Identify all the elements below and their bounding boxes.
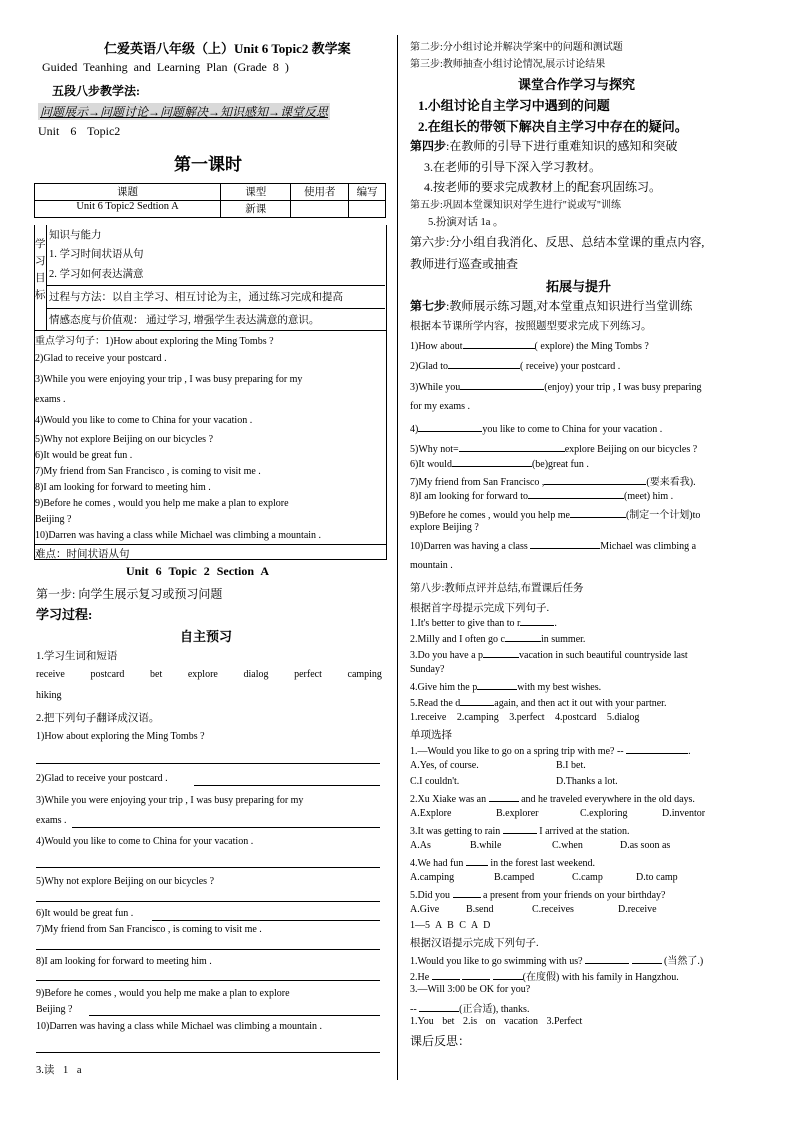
answer-line[interactable]: [36, 763, 380, 764]
key-sentence: exams .: [35, 394, 66, 405]
answer-blank[interactable]: [632, 954, 662, 964]
row-line: [46, 285, 385, 286]
exercise-item: [410, 539, 696, 552]
expand-title: 拓展与提升: [546, 279, 612, 294]
exercise-text: 5.Read the d: [410, 698, 461, 709]
exercise-text: 3.Do you have a p: [410, 650, 484, 661]
answer-line[interactable]: [89, 1015, 380, 1016]
cn-item: 3.—Will 3:00 be OK for you?: [410, 984, 531, 995]
step-4-item-3: 3.在老师的引导下深入学习教材。: [424, 160, 602, 174]
process-title: 学习过程:: [36, 607, 93, 622]
mc-option[interactable]: C.camp: [572, 872, 603, 883]
answer-blank[interactable]: [483, 648, 519, 658]
answer-blank[interactable]: [418, 422, 482, 432]
document-title: 仁爱英语八年级（上）Unit 6 Topic2 教学案: [104, 41, 351, 56]
coop-title: 课堂合作学习与探究: [518, 77, 636, 92]
mc-option[interactable]: B.I bet.: [556, 760, 586, 771]
reflection: 课后反思：: [410, 1034, 471, 1048]
cn-item: [410, 952, 703, 967]
mc-option[interactable]: B.explorer: [496, 808, 539, 819]
exercise-text: ( receive) your postcard .: [520, 361, 621, 372]
cell-topic: Unit 6 Topic2 Sedtion A: [35, 201, 221, 218]
knowledge-title: 知识与能力: [49, 230, 102, 241]
initials-item: [410, 632, 585, 645]
initials-item: [410, 648, 688, 661]
header-type: 课型: [221, 184, 291, 201]
step-4-text: :在教师的引导下进行重难知识的感知和突破: [446, 139, 678, 153]
answer-line[interactable]: [194, 785, 380, 786]
word: camping: [347, 669, 382, 680]
mc-question-text: in the forest last weekend.: [490, 858, 596, 869]
answer-blank[interactable]: [493, 970, 523, 980]
translate-sentence: 10)Darren was having a class while Michael was climbing a mountain .: [36, 1021, 323, 1032]
mc-question: 1.—Would you like to go on a spring trip with me? -- .: [410, 746, 691, 757]
exercise-item: mountain .: [410, 560, 453, 571]
answer-line[interactable]: [36, 980, 380, 981]
exercise-text: 4): [410, 424, 419, 435]
exercise-item: [410, 422, 662, 435]
mc-question-text: 2.Xu Xiake was an: [410, 794, 487, 805]
mc-option[interactable]: C.I couldn't.: [410, 776, 460, 787]
exercise-text: 2.He: [410, 972, 430, 983]
translate-sentence: 9)Before he comes , would you help me make a plan to explore: [36, 988, 290, 999]
cell-type: 新课: [221, 201, 291, 218]
page-footer: 3.读 1 a: [36, 1065, 82, 1076]
goals-label-char: 目: [35, 273, 46, 284]
exercise-text: (enjoy) your trip , I was busy preparing: [544, 382, 702, 393]
answer-blank[interactable]: [459, 442, 565, 452]
goals-label-divider: [46, 225, 47, 330]
key-sentence: 2)Glad to receive your postcard .: [35, 353, 167, 364]
mc-question-text: and he traveled everywhere in the old days.: [521, 794, 695, 805]
exercise-item: explore Beijing ?: [410, 522, 479, 533]
mc-question-text: 3.It was getting to rain: [410, 826, 501, 837]
word: receive: [36, 669, 65, 680]
header-user: 使用者: [291, 184, 349, 201]
cn-item: [410, 968, 679, 983]
lesson-info-table: [34, 183, 386, 218]
step-1: 第一步: 向学生展示复习或预习问题: [36, 587, 223, 601]
cell-author: [349, 201, 386, 218]
key-sentence: 5)Why not explore Beijing on our bicycles ?: [35, 434, 214, 445]
initials-title: 根据首字母提示完成下列句子.: [410, 603, 550, 614]
task-1: 1.学习生词和短语: [36, 651, 118, 662]
exercise-item: [410, 339, 649, 352]
translate-sentence: 5)Why not explore Beijing on our bicycles ?: [36, 876, 215, 887]
goals-label: [35, 236, 46, 304]
mc-question: [410, 792, 695, 805]
exercise-item: for my exams .: [410, 401, 470, 412]
key-sentence: 7)My friend from San Francisco , is coming to visit me .: [35, 466, 261, 477]
key-sentence: 6)It would be great fun .: [35, 450, 133, 461]
mc-option[interactable]: A.As: [410, 840, 431, 851]
key-sentence: 4)Would you like to come to China for your vacation .: [35, 415, 253, 426]
answer-line[interactable]: [152, 920, 380, 921]
exercise-text: (正合适), thanks.: [459, 1004, 530, 1015]
mc-question-text: 5.Did you: [410, 890, 450, 901]
answer-blank[interactable]: [585, 954, 629, 964]
row-line: [34, 544, 386, 545]
mc-option[interactable]: B.send: [466, 904, 494, 915]
initials-item: Sunday?: [410, 664, 445, 675]
answer-blank[interactable]: [505, 632, 541, 642]
answer-line[interactable]: [36, 1052, 380, 1053]
exercise-text: vacation in such beautiful countryside last: [519, 650, 688, 661]
word: perfect: [294, 669, 322, 680]
exercise-text: 1.It's better to give than to r: [410, 618, 521, 629]
mc-option[interactable]: A.camping: [410, 872, 455, 883]
answer-blank[interactable]: [452, 457, 532, 467]
step-4-item-4: 4.按老师的要求完成教材上的配套巩固练习。: [424, 180, 662, 194]
word: bet: [150, 669, 163, 680]
translate-sentence: 7)My friend from San Francisco , is coming to visit me .: [36, 924, 262, 935]
answer-blank[interactable]: [466, 856, 488, 866]
answer-blank[interactable]: [419, 1002, 459, 1012]
answer-blank[interactable]: [448, 359, 520, 369]
exercise-text: .: [554, 618, 557, 629]
mc-question: [410, 856, 595, 869]
mc-title: 单项选择: [410, 730, 452, 741]
key-sentence: 3)While you were enjoying your trip , I was busy preparing for my: [35, 374, 303, 385]
answer-blank[interactable]: [453, 888, 481, 898]
unit-topic: Unit 6 Topic2: [38, 124, 121, 138]
exercise-text: 2.Milly and I often go c: [410, 634, 505, 645]
answer-line[interactable]: [36, 949, 380, 950]
exercise-text: 4.Give him the p: [410, 682, 478, 693]
translate-sentence: 6)It would be great fun .: [36, 908, 134, 919]
answer-blank[interactable]: [460, 696, 494, 706]
table-row: [35, 201, 386, 218]
mc-option[interactable]: C.exploring: [580, 808, 628, 819]
self-study-title: 自主预习: [180, 629, 233, 644]
mc-question-text: a present from your friends on your birthday?: [483, 890, 666, 901]
exercise-text: you like to come to China for your vacation .: [482, 424, 663, 435]
initials-item: [410, 616, 557, 629]
answer-blank[interactable]: [520, 616, 554, 626]
exercise-text: explore Beijing on our bicycles ?: [564, 444, 698, 455]
mc-option[interactable]: C.when: [552, 840, 583, 851]
translate-sentence: 2)Glad to receive your postcard .: [36, 773, 168, 784]
exercise-text: 1.Would you like to go swimming with us?: [410, 956, 583, 967]
answer-blank[interactable]: [626, 744, 688, 754]
exercise-text: 10)Darren was having a class: [410, 541, 528, 552]
exercise-text: with my best wishes.: [517, 682, 602, 693]
answer-blank[interactable]: [477, 680, 517, 690]
answer-blank[interactable]: [503, 824, 537, 834]
answer-blank[interactable]: [544, 475, 646, 485]
five-steps-title: 五段八步教学法:: [52, 84, 140, 98]
coop-item-1: 1.小组讨论自主学习中遇到的问题: [418, 98, 610, 113]
answer-blank[interactable]: [463, 339, 535, 349]
row-line: [34, 330, 386, 331]
exercise-text: Michael was climbing a: [600, 541, 697, 552]
row-line: [46, 308, 385, 309]
mc-option[interactable]: A.Yes, of course.: [410, 760, 479, 771]
exercise-text: ( explore) the Ming Tombs ?: [534, 341, 649, 352]
exercise-text: (be)great fun .: [531, 459, 589, 470]
translate-sentence: Beijing ?: [36, 1004, 73, 1015]
cn-answers: 1.You bet 2.is on vacation 3.Perfect: [410, 1016, 583, 1027]
key-sentences-intro: 重点学习句子：1)How about exploring the Ming Tombs ?: [35, 336, 274, 347]
goals-label-char: 习: [35, 256, 46, 267]
section-heading: Unit 6 Topic 2 Section A: [126, 564, 270, 578]
initials-item: [410, 696, 666, 709]
goals-label-char: 标: [35, 290, 46, 301]
exercise-text: 7)My friend from San Francisco ,: [410, 477, 545, 488]
exercise-item: [410, 457, 589, 470]
translate-sentence: exams .: [36, 815, 67, 826]
header-author: 编写: [349, 184, 386, 201]
word: explore: [187, 669, 218, 680]
goals-label-char: 学: [35, 239, 46, 250]
document-subtitle: Guided Teanhing and Learning Plan (Grade 8 ): [42, 60, 289, 74]
step-6-b: 教师进行巡查或抽查: [410, 257, 519, 271]
exercise-text: again, and then act it out with your partner.: [494, 698, 667, 709]
translate-sentence: 4)Would you like to come to China for your vacation .: [36, 836, 254, 847]
process-method: 过程与方法：以自主学习、相互讨论为主，通过练习完成和提高: [49, 292, 343, 303]
step-3: 第三步:教师抽查小组讨论情况,展示讨论结果: [410, 59, 606, 70]
cn-title: 根据汉语提示完成下列句子.: [410, 938, 539, 949]
exercise-item: [410, 489, 673, 502]
mc-option[interactable]: A.Explore: [410, 808, 452, 819]
initials-item: [410, 680, 601, 693]
mc-option[interactable]: D.inventor: [662, 808, 706, 819]
answer-blank[interactable]: [489, 792, 519, 802]
translate-sentence: 8)I am looking for forward to meeting him .: [36, 956, 212, 967]
mc-option[interactable]: D.to camp: [636, 872, 678, 883]
step-8: 第八步:教师点评并总结,布置课后任务: [410, 583, 584, 594]
word: postcard: [90, 669, 125, 680]
emotion-goal: 情感态度与价值观： 通过学习, 增强学生表达满意的意识。: [49, 315, 320, 326]
exercise-item: [410, 506, 700, 521]
answer-line[interactable]: [36, 901, 380, 902]
mc-question: [410, 888, 665, 901]
step-5: 第五步:巩固本堂课知识对学生进行"说或写"训练: [410, 200, 621, 211]
mc-option[interactable]: A.Give: [410, 904, 440, 915]
mc-option[interactable]: C.receives: [532, 904, 574, 915]
lesson-title: 第一课时: [174, 155, 242, 174]
exercise-text: 1)How about: [410, 341, 463, 352]
mc-question: [410, 824, 630, 837]
exercise-text: 8)I am looking for forward to: [410, 491, 529, 502]
key-sentence: 8)I am looking for forward to meeting him .: [35, 482, 211, 493]
mc-option[interactable]: D.as soon as: [620, 840, 671, 851]
five-steps-flow: 问题展示→问题讨论→问题解决→知识感知→课堂反思: [40, 105, 329, 119]
step-7-sub: 根据本节课所学内容，按照题型要求完成下列练习。: [410, 321, 652, 332]
word: hiking: [36, 690, 62, 701]
translate-sentence: 3)While you were enjoying your trip , I was busy preparing for my: [36, 795, 304, 806]
column-divider: [397, 35, 398, 1080]
word-list: [36, 669, 382, 680]
mc-question-text: 4.We had fun: [410, 858, 464, 869]
step-6: 第六步:分小组自我消化、反思、总结本堂课的重点内容,: [410, 235, 705, 249]
cell-user: [291, 201, 349, 218]
exercise-text: 3)While you: [410, 382, 461, 393]
step-4-label: 第四步: [410, 139, 447, 153]
coop-item-2: 2.在组长的带领下解决自主学习中存在的疑问。: [418, 119, 688, 134]
exercise-text: (在度假) with his family in Hangzhou.: [522, 972, 679, 983]
mc-option[interactable]: D.Thanks a lot.: [556, 776, 618, 787]
exercise-text: --: [410, 1004, 417, 1015]
answer-blank[interactable]: [432, 970, 460, 980]
exercise-text: in summer.: [540, 634, 586, 645]
difficulty: 难点：时间状语从句: [35, 549, 130, 560]
knowledge-item-1: 1. 学习时间状语从句: [49, 249, 144, 260]
exercise-item: [410, 359, 620, 372]
mc-answers: 1—5 A B C A D: [410, 920, 491, 931]
key-sentence: 10)Darren was having a class while Michael was climbing a mountain .: [35, 530, 322, 541]
answer-blank[interactable]: [460, 380, 544, 390]
step-5-item: 5.扮演对话 1a 。: [428, 217, 504, 228]
answer-blank[interactable]: [530, 539, 600, 549]
step-7-text: :教师展示练习题,对本堂重点知识进行当堂训练: [446, 299, 693, 313]
step-2: 第二步:分小组讨论并解决学案中的问题和测试题: [410, 42, 623, 53]
exercise-text: 2)Glad to: [410, 361, 449, 372]
exercise-text: (当然了.): [664, 956, 704, 967]
key-sentence: 9)Before he comes , would you help me make a plan to explore: [35, 498, 289, 509]
exercise-text: 9)Before he comes , would you help me: [410, 510, 570, 521]
step-7: [410, 297, 692, 314]
exercise-item: [410, 473, 696, 488]
step-7-label: 第七步: [410, 299, 447, 313]
answer-line[interactable]: [36, 867, 380, 868]
exercise-text: (制定一个计划)to: [625, 510, 701, 521]
table-header-row: [35, 184, 386, 201]
mc-question-text: I arrived at the station.: [539, 826, 630, 837]
step-4: [410, 137, 677, 154]
answer-blank[interactable]: [462, 970, 490, 980]
mc-option[interactable]: D.receive: [618, 904, 657, 915]
initials-answers: 1.receive 2.camping 3.perfect 4.postcard 5.dialog: [410, 712, 640, 723]
answer-blank[interactable]: [528, 489, 624, 499]
exercise-text: (要来看我).: [646, 477, 696, 488]
word: dialog: [243, 669, 269, 680]
header-topic: 课题: [35, 184, 221, 201]
translate-sentence: 1)How about exploring the Ming Tombs ?: [36, 731, 205, 742]
cn-item: [410, 1000, 529, 1015]
mc-option[interactable]: B.camped: [494, 872, 535, 883]
answer-line[interactable]: [72, 827, 380, 828]
exercise-text: 6)It would: [410, 459, 452, 470]
knowledge-item-2: 2. 学习如何表达满意: [49, 269, 144, 280]
mc-question-text: 1.—Would you like to go on a spring trip with me? --: [410, 746, 624, 757]
exercise-text: (meet) him .: [624, 491, 674, 502]
key-sentence: Beijing ?: [35, 514, 72, 525]
answer-blank[interactable]: [570, 508, 626, 518]
exercise-item: [410, 380, 701, 393]
exercise-item: [410, 442, 697, 455]
mc-option[interactable]: B.while: [470, 840, 502, 851]
task-2: 2.把下列句子翻译成汉语。: [36, 713, 160, 724]
exercise-text: 5)Why not=: [410, 444, 459, 455]
